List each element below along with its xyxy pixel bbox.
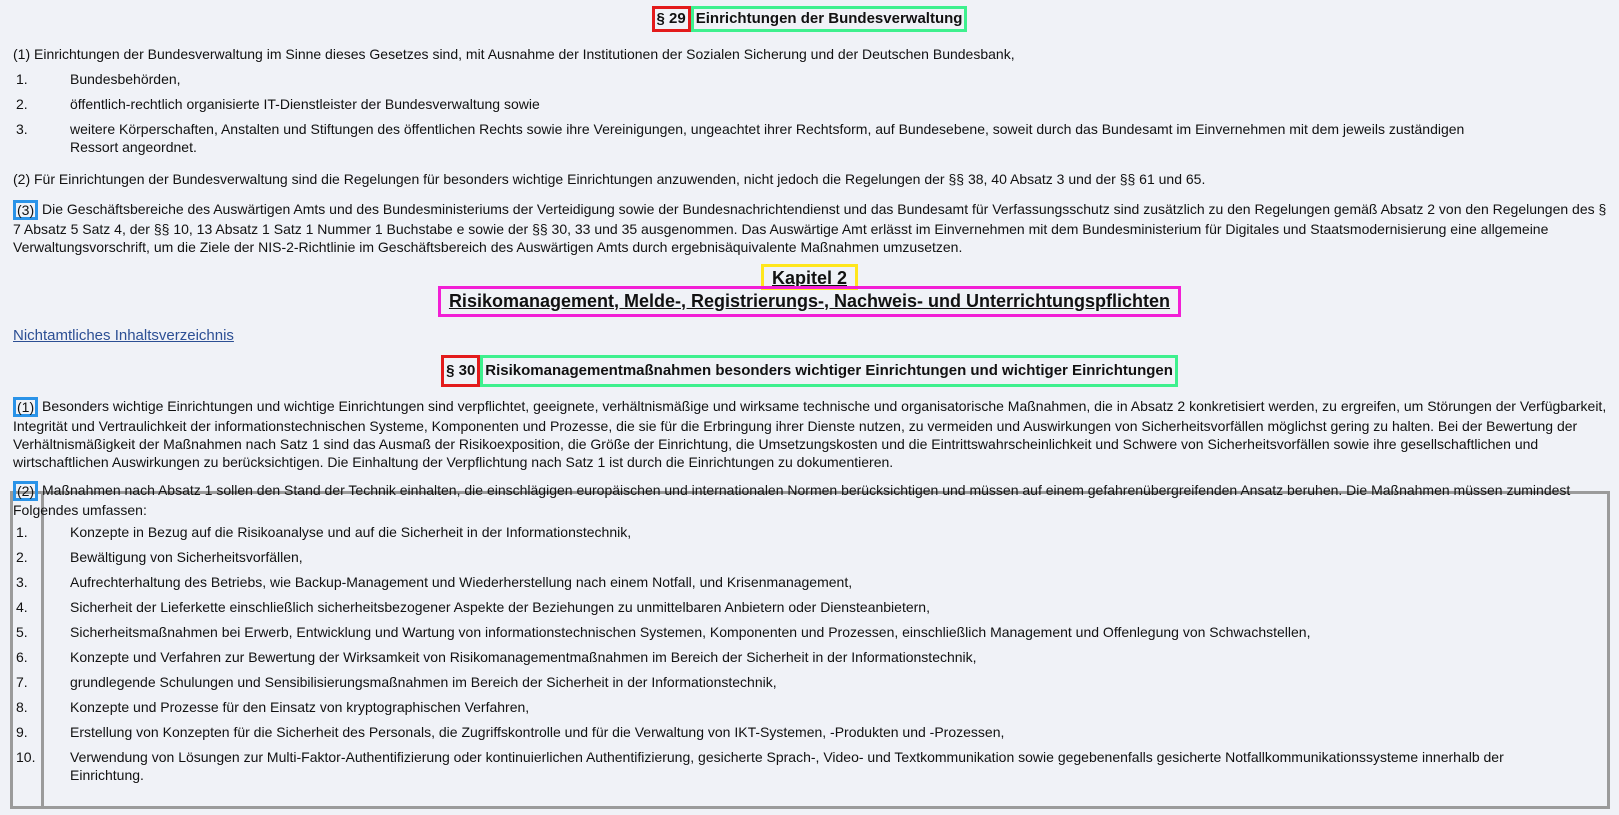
list-item xyxy=(13,598,1573,616)
section-30-para-2 xyxy=(13,481,1608,519)
section-29-title: Einrichtungen der Bundesverwaltung xyxy=(691,6,968,32)
section-30-para-1 xyxy=(13,397,1608,471)
list-item xyxy=(13,70,1573,88)
list-item-number: 6. xyxy=(16,649,28,665)
list-item-number: 4. xyxy=(16,599,28,615)
list-item xyxy=(13,723,1573,741)
list-item-text: Konzepte und Verfahren zur Bewertung der Wirksamkeit von Risikomanagementmaßnahmen im Bereich der Sicherheit in der Informationstechnik, xyxy=(70,649,977,665)
list-item-text: Aufrechterhaltung des Betriebs, wie Backup-Management und Wiederherstellung nach einem Notfall, und Krisenmanagement, xyxy=(70,574,853,590)
list-item-number: 2. xyxy=(16,96,28,112)
section-30-number: § 30 xyxy=(441,355,480,387)
paragraph-number: (1) xyxy=(13,397,38,417)
section-29-number: § 29 xyxy=(652,6,691,32)
list-item-text: Sicherheitsmaßnahmen bei Erwerb, Entwicklung und Wartung von informationstechnischen Systemen, Komponenten und Prozessen, einschließlich Management und Offenlegung von Schwachstellen, xyxy=(70,624,1311,640)
list-item-text: weitere Körperschaften, Anstalten und Stiftungen des öffentlichen Rechts sowie ihre Vereinigungen, ungeachtet ihrer Rechtsform, auf Bundesebene, soweit durch das Bundesamt im Einvernehmen mit dem jeweils zuständigen Ressort angeordnet. xyxy=(70,121,1465,155)
section-29-heading xyxy=(0,6,1619,32)
list-item-text: Konzepte in Bezug auf die Risikoanalyse und auf die Sicherheit in der Informationstechnik, xyxy=(70,524,632,540)
list-item-number: 7. xyxy=(16,674,28,690)
list-item xyxy=(13,623,1573,641)
section-29-para-3-text: Die Geschäftsbereiche des Auswärtigen Amts und des Bundesministeriums der Verteidigung sowie der Bundesnachrichtendienst und das Bundesamt für Verfassungsschutz sind zusätzlich zu den Regelungen gemäß Absatz 2 von den Regelungen des § 7 Absatz 5 Satz 4, der §§ 10, 13 Absatz 1 Satz 1 Nummer 1 Buchstabe e sowie der §§ 30, 33 und 35 ausgenommen. Das Auswärtige Amt erlässt im Einvernehmen mit dem Bundesministerium für Digitales und Staatsmodernisierung eine allgemeine Verwaltungsvorschrift, um die Ziele der NIS-2-Richtlinie im Geschäftsbereich des Auswärtigen Amts durch ergebnisäquivalente Maßnahmen umzusetzen. xyxy=(13,201,1607,255)
list-item xyxy=(13,673,1573,691)
chapter-title: Risikomanagement, Melde-, Registrierungs-, Nachweis- und Unterrichtungspflichten xyxy=(438,286,1181,317)
list-item xyxy=(13,523,1573,541)
list-item xyxy=(13,573,1573,591)
list-item-number: 9. xyxy=(16,724,28,740)
list-item-number: 3. xyxy=(16,121,28,137)
section-29-para-1: (1) Einrichtungen der Bundesverwaltung im Sinne dieses Gesetzes sind, mit Ausnahme der Institutionen der Sozialen Sicherung und der Deutschen Bundesbank, xyxy=(13,46,1015,62)
list-item xyxy=(13,120,1573,156)
list-item xyxy=(13,698,1573,716)
list-item-number: 10. xyxy=(16,749,36,765)
chapter-label: Kapitel 2 xyxy=(761,264,858,290)
list-item-text: Bundesbehörden, xyxy=(70,71,181,87)
list-item-number: 1. xyxy=(16,71,28,87)
list-item-number: 2. xyxy=(16,549,28,565)
list-item-text: Sicherheit der Lieferkette einschließlich sicherheitsbezogener Aspekte der Beziehungen zu unmittelbaren Anbietern oder Diensteanbietern, xyxy=(70,599,930,615)
section-30-heading xyxy=(0,355,1619,387)
list-item-number: 5. xyxy=(16,624,28,640)
paragraph-number: (2) xyxy=(13,481,38,501)
section-29-para-3 xyxy=(13,200,1608,256)
section-30-title: Risikomanagementmaßnahmen besonders wichtiger Einrichtungen und wichtiger Einrichtungen xyxy=(480,355,1178,387)
chapter-title-row xyxy=(0,286,1619,317)
list-item-text: grundlegende Schulungen und Sensibilisierungsmaßnahmen im Bereich der Sicherheit in der Informationstechnik, xyxy=(70,674,777,690)
section-30-list xyxy=(13,523,1573,791)
section-30-para-2-text: Maßnahmen nach Absatz 1 sollen den Stand der Technik einhalten, die einschlägigen europäischen und internationalen Normen berücksichtigen und müssen auf einem gefahrenübergreifenden Ansatz beruhen. Die Maßnahmen müssen zumindest Folgendes umfassen: xyxy=(13,482,1571,518)
list-item-text: Bewältigung von Sicherheitsvorfällen, xyxy=(70,549,303,565)
list-item-text: Verwendung von Lösungen zur Multi-Faktor-Authentifizierung oder kontinuierlichen Authentifizierung, gesicherte Sprach-, Video- und Textkommunikation sowie gegebenenfalls gesicherte Notfallkommunikationssysteme innerhalb der Einrichtung. xyxy=(70,749,1504,783)
list-item-text: öffentlich-rechtlich organisierte IT-Dienstleister der Bundesverwaltung sowie xyxy=(70,96,540,112)
list-item-text: Konzepte und Prozesse für den Einsatz von kryptographischen Verfahren, xyxy=(70,699,530,715)
list-item xyxy=(13,548,1573,566)
toc-link[interactable]: Nichtamtliches Inhaltsverzeichnis xyxy=(13,327,234,344)
list-item xyxy=(13,95,1573,113)
list-item-text: Erstellung von Konzepten für die Sicherheit des Personals, die Zugriffskontrolle und für die Verwaltung von IKT-Systemen, -Produkten und -Prozessen, xyxy=(70,724,1005,740)
list-item-number: 1. xyxy=(16,524,28,540)
list-item xyxy=(13,648,1573,666)
section-29-para-2: (2) Für Einrichtungen der Bundesverwaltung sind die Regelungen für besonders wichtige Einrichtungen anzuwenden, nicht jedoch die Regelungen der §§ 38, 40 Absatz 3 und der §§ 61 und 65. xyxy=(13,171,1206,187)
list-item-number: 3. xyxy=(16,574,28,590)
list-item xyxy=(13,748,1573,784)
paragraph-number: (3) xyxy=(13,200,38,220)
section-30-para-1-text: Besonders wichtige Einrichtungen und wichtige Einrichtungen sind verpflichtet, geeignete, verhältnismäßige und wirksame technische und organisatorische Maßnahmen, die in Absatz 2 konkretisiert werden, zu ergreifen, um Störungen der Verfügbarkeit, Integrität und Vertraulichkeit der informationstechnischen Systeme, Komponenten und Prozesse, die sie für die Erbringung ihrer Dienste nutzen, zu vermeiden und Auswirkungen von Sicherheitsvorfällen möglichst gering zu halten. Bei der Bewertung der Verhältnismäßigkeit der Maßnahmen nach Satz 1 sind das Ausmaß der Risikoexposition, die Größe der Einrichtung, die Umsetzungskosten und die Eintrittswahrscheinlichkeit und Schwere von Sicherheitsvorfällen sowie ihre gesellschaftlichen und wirtschaftlichen Auswirkungen zu berücksichtigen. Die Einhaltung der Verpflichtung nach Satz 1 ist durch die Einrichtungen zu dokumentieren. xyxy=(13,398,1607,470)
list-item-number: 8. xyxy=(16,699,28,715)
section-29-list xyxy=(13,70,1573,163)
